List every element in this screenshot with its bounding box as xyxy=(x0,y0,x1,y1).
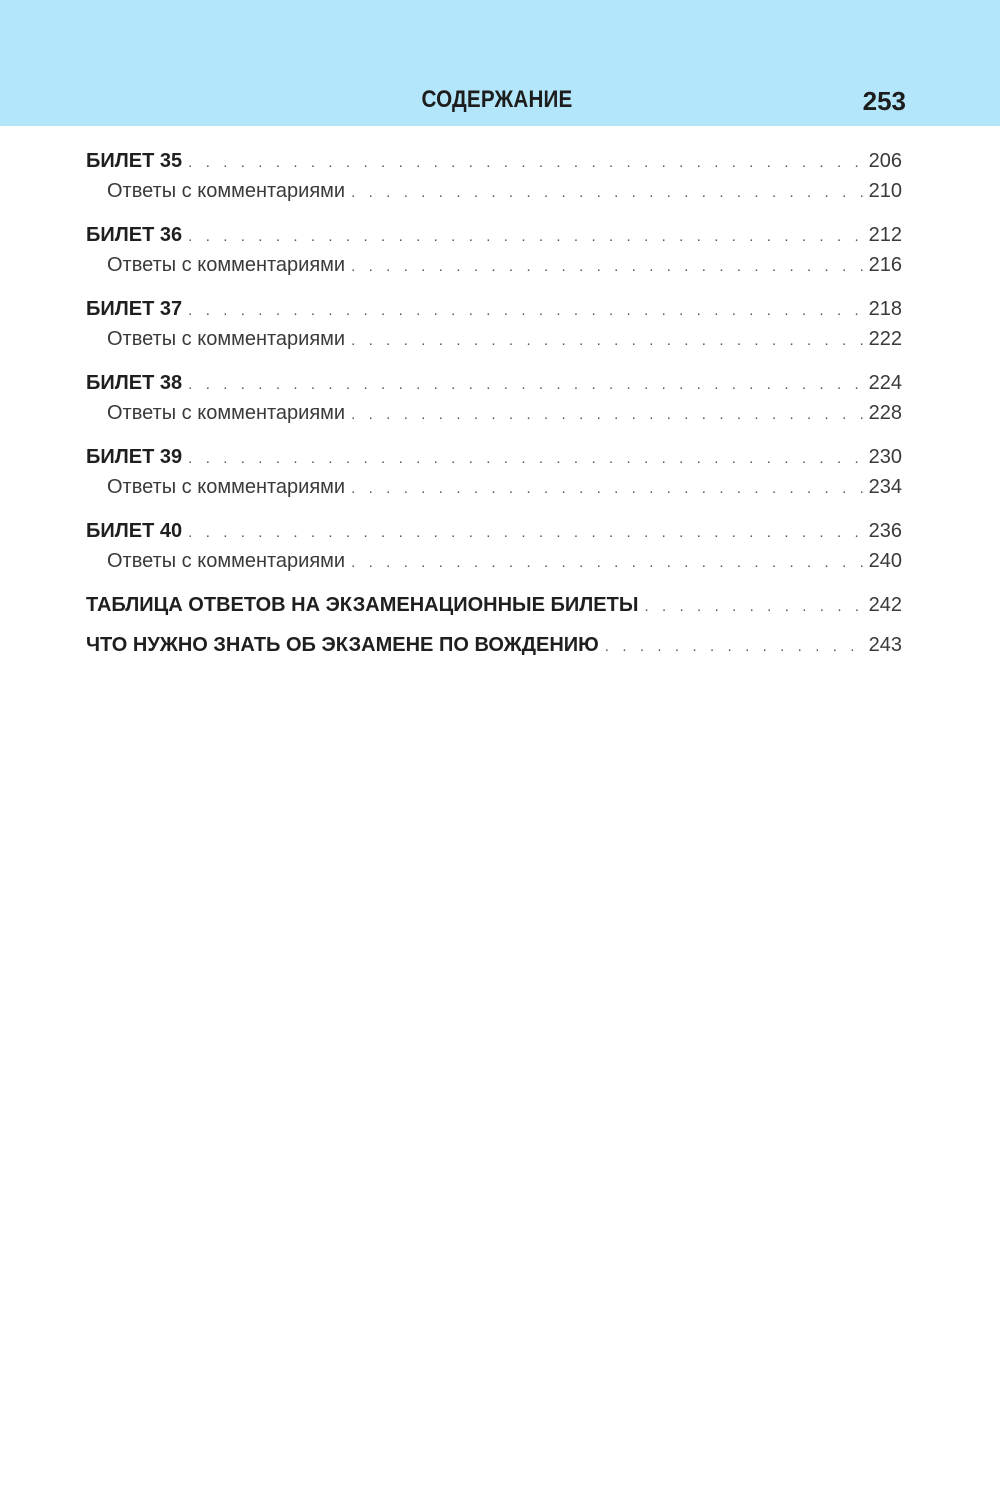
toc-entry-page: 222 xyxy=(868,328,902,350)
toc-entry-page: 236 xyxy=(868,520,902,542)
toc-entry-label: ТАБЛИЦА ОТВЕТОВ НА ЭКЗАМЕНАЦИОННЫЕ БИЛЕТЫ xyxy=(86,594,639,616)
toc-entry-label: БИЛЕТ 39 xyxy=(86,446,183,468)
toc-entry-page: 243 xyxy=(868,634,902,656)
toc-entry-label: Ответы с комментариями xyxy=(107,402,346,424)
toc-entry-ticket-40[interactable] xyxy=(86,516,902,546)
toc-entry-page: 206 xyxy=(868,150,902,172)
toc-entry-answers-40[interactable] xyxy=(86,546,902,576)
dot-leader xyxy=(351,326,864,356)
toc-entry-label: Ответы с комментариями xyxy=(107,254,346,276)
header-band xyxy=(0,0,1000,126)
dot-leader xyxy=(351,252,864,282)
dot-leader xyxy=(188,444,864,474)
dot-leader xyxy=(188,370,864,400)
toc-entry-page: 218 xyxy=(868,298,902,320)
toc-entry-label: Ответы с комментариями xyxy=(107,476,346,498)
toc-entry-label: Ответы с комментариями xyxy=(107,180,346,202)
toc-entry-label: Ответы с комментариями xyxy=(107,550,346,572)
dot-leader xyxy=(644,592,864,622)
toc-entry-label: БИЛЕТ 38 xyxy=(86,372,183,394)
toc-entry-page: 210 xyxy=(868,180,902,202)
dot-leader xyxy=(605,632,864,662)
dot-leader xyxy=(351,548,864,578)
toc-entry-page: 242 xyxy=(868,594,902,616)
toc-entry-label: БИЛЕТ 40 xyxy=(86,520,183,542)
toc-entry-answers-37[interactable] xyxy=(86,324,902,354)
dot-leader xyxy=(188,518,864,548)
toc-entry-label: БИЛЕТ 37 xyxy=(86,298,183,320)
toc-entry-ticket-35[interactable] xyxy=(86,146,902,176)
toc-entry-page: 240 xyxy=(868,550,902,572)
dot-leader xyxy=(351,400,864,430)
toc-entry-label: БИЛЕТ 36 xyxy=(86,224,183,246)
dot-leader xyxy=(351,474,864,504)
toc-entry-ticket-39[interactable] xyxy=(86,442,902,472)
toc-entry-driving-exam[interactable] xyxy=(86,630,902,660)
toc-entry-page: 234 xyxy=(868,476,902,498)
toc-entry-page: 216 xyxy=(868,254,902,276)
toc-entry-page: 212 xyxy=(868,224,902,246)
toc-entry-ticket-36[interactable] xyxy=(86,220,902,250)
dot-leader xyxy=(188,148,864,178)
toc-entry-answer-table[interactable] xyxy=(86,590,902,620)
toc-entry-answers-38[interactable] xyxy=(86,398,902,428)
dot-leader xyxy=(188,296,864,326)
toc-entry-page: 230 xyxy=(868,446,902,468)
toc-entry-ticket-37[interactable] xyxy=(86,294,902,324)
toc-entry-answers-39[interactable] xyxy=(86,472,902,502)
toc-entry-ticket-38[interactable] xyxy=(86,368,902,398)
toc-entry-label: Ответы с комментариями xyxy=(107,328,346,350)
toc-entry-label: БИЛЕТ 35 xyxy=(86,150,183,172)
toc-entry-answers-36[interactable] xyxy=(86,250,902,280)
page-number: 253 xyxy=(862,86,906,116)
dot-leader xyxy=(351,178,864,208)
page-title: СОДЕРЖАНИЕ xyxy=(421,86,573,113)
toc-entry-answers-35[interactable] xyxy=(86,176,902,206)
toc-entry-page: 224 xyxy=(868,372,902,394)
toc-entry-page: 228 xyxy=(868,402,902,424)
dot-leader xyxy=(188,222,864,252)
table-of-contents xyxy=(86,146,902,660)
toc-entry-label: ЧТО НУЖНО ЗНАТЬ ОБ ЭКЗАМЕНЕ ПО ВОЖДЕНИЮ xyxy=(86,634,599,656)
